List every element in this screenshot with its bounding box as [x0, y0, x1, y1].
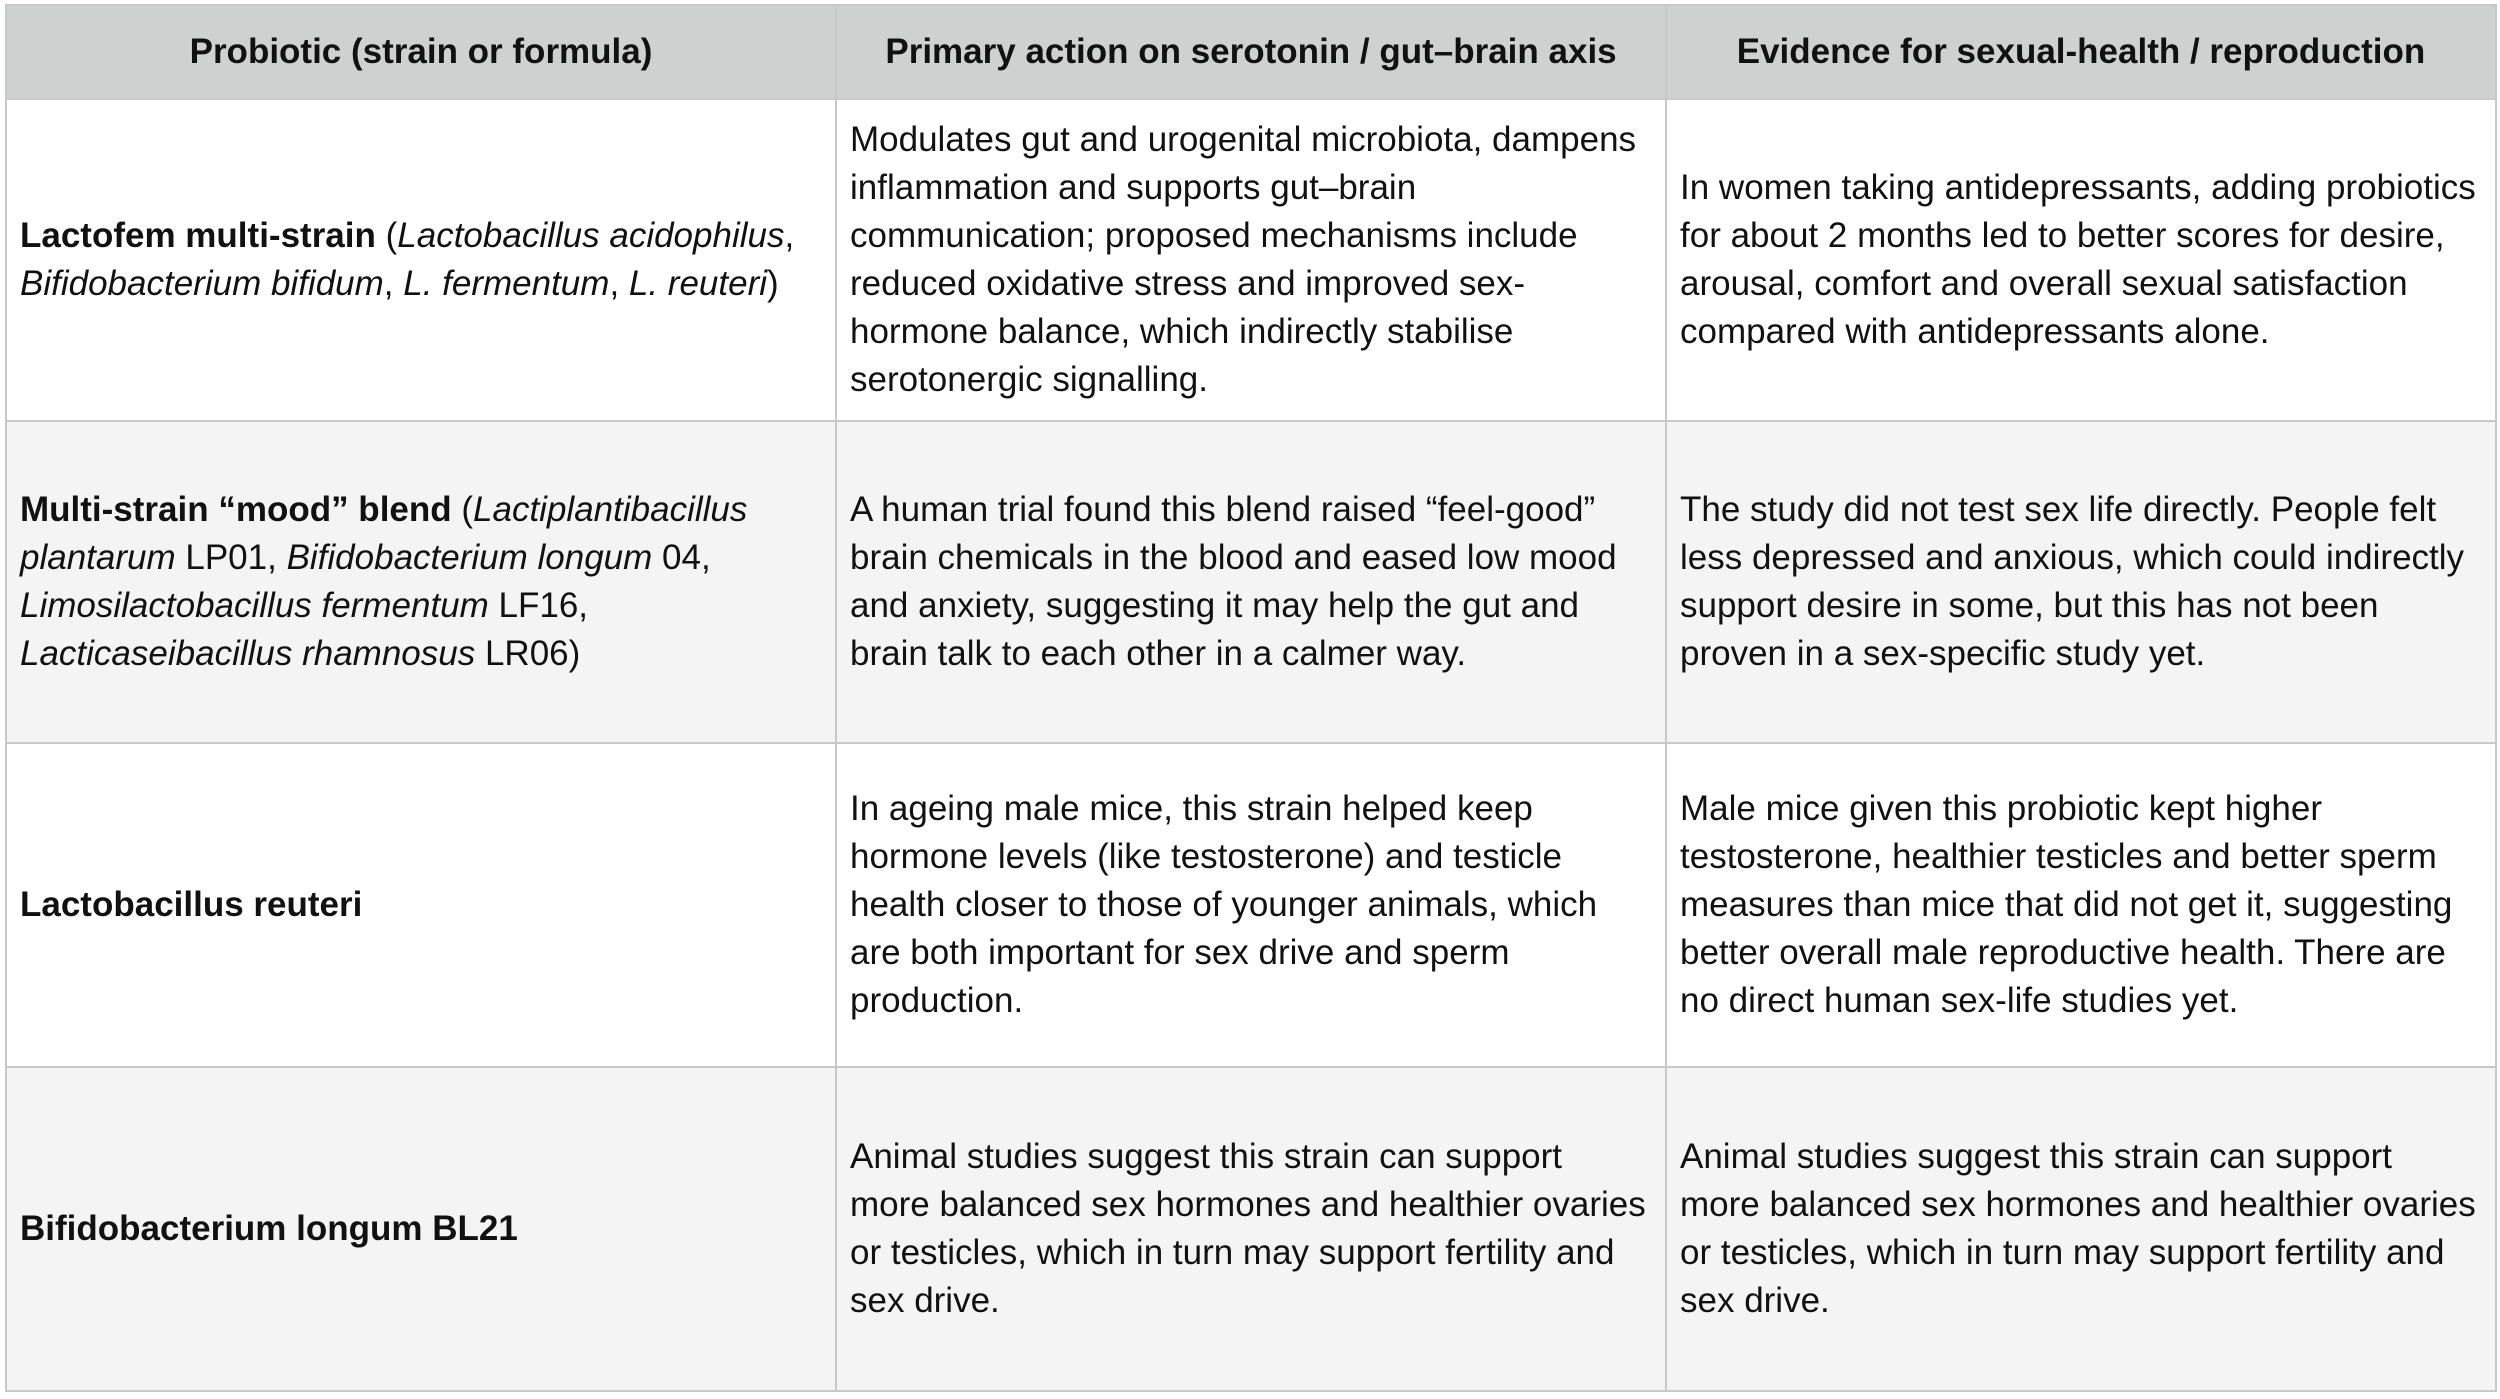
- probiotic-cell: [6, 421, 836, 743]
- evidence-cell: The study did not test sex life directly. People felt less depressed and anxious, which could indirectly support desire in some, but this has not been proven in a sex-specific study yet.: [1666, 421, 2496, 743]
- strain-punct: ): [767, 264, 779, 303]
- probiotic-name: Lactofem multi-strain: [20, 216, 376, 255]
- evidence-cell: Animal studies suggest this strain can support more balanced sex hormones and healthier ovaries or testicles, which in turn may support fertility and sex drive.: [1666, 1067, 2496, 1391]
- probiotic-name: Lactobacillus reuteri: [20, 885, 363, 924]
- action-cell: Animal studies suggest this strain can support more balanced sex hormones and healthier ovaries or testicles, which in turn may support fertility and sex drive.: [836, 1067, 1666, 1391]
- strain-punct: ,: [784, 216, 795, 255]
- action-cell: In ageing male mice, this strain helped keep hormone levels (like testosterone) and testicle health closer to those of younger animals, which are both important for sex drive and sperm production.: [836, 743, 1666, 1067]
- header-row: [6, 5, 2496, 99]
- strain-punct: ,: [609, 264, 629, 303]
- strain-punct: ,: [383, 264, 404, 303]
- probiotic-table-container: [5, 4, 2495, 1392]
- table-body: [6, 99, 2496, 1391]
- strain-name: Bifidobacterium bifidum: [20, 264, 384, 303]
- action-cell: A human trial found this blend raised “feel-good” brain chemicals in the blood and eased low mood and anxiety, suggesting it may help the gut and brain talk to each other in a calmer way.: [836, 421, 1666, 743]
- strain-code: LF16,: [488, 586, 589, 625]
- probiotic-cell: [6, 1067, 836, 1391]
- strain-name: Lacticaseibacillus rhamnosus: [20, 634, 476, 673]
- strain-code: LR06): [475, 634, 581, 673]
- probiotic-name: Multi-strain “mood” blend: [20, 490, 452, 529]
- table-row: [6, 1067, 2496, 1391]
- strain-code: 04,: [652, 538, 711, 577]
- strain-name: Lactiplantibacillus plantarum: [20, 490, 748, 577]
- evidence-cell: In women taking antidepressants, adding probiotics for about 2 months led to better scores for desire, arousal, comfort and overall sexual satisfaction compared with antidepressants alone.: [1666, 99, 2496, 421]
- strain-name: Limosilactobacillus fermentum: [20, 586, 489, 625]
- table-row: [6, 421, 2496, 743]
- action-cell: Modulates gut and urogenital microbiota, dampens inflammation and supports gut–brain communication; proposed mechanisms include reduced oxidative stress and improved sex-hormone balance, which indirectly stabilise serotonergic signalling.: [836, 99, 1666, 421]
- header-evidence: Evidence for sexual-health / reproduction: [1666, 5, 2496, 99]
- probiotic-name: Bifidobacterium longum BL21: [20, 1209, 518, 1248]
- strain-punct: (: [375, 216, 398, 255]
- strain-name: Lactobacillus acidophilus: [397, 216, 785, 255]
- strain-name: Bifidobacterium longum: [286, 538, 653, 577]
- probiotic-table: [5, 4, 2497, 1392]
- strain-code: LP01,: [175, 538, 287, 577]
- table-row: [6, 99, 2496, 421]
- strain-name: L. fermentum: [403, 264, 610, 303]
- table-row: [6, 743, 2496, 1067]
- table-header: [6, 5, 2496, 99]
- evidence-cell: Male mice given this probiotic kept higher testosterone, healthier testicles and better sperm measures than mice that did not get it, suggesting better overall male reproductive health. There are no direct human sex-life studies yet.: [1666, 743, 2496, 1067]
- header-probiotic: Probiotic (strain or formula): [6, 5, 836, 99]
- strain-punct: (: [451, 490, 474, 529]
- probiotic-cell: [6, 99, 836, 421]
- probiotic-cell: [6, 743, 836, 1067]
- header-primary-action: Primary action on serotonin / gut–brain axis: [836, 5, 1666, 99]
- strain-name: L. reuteri: [628, 264, 768, 303]
